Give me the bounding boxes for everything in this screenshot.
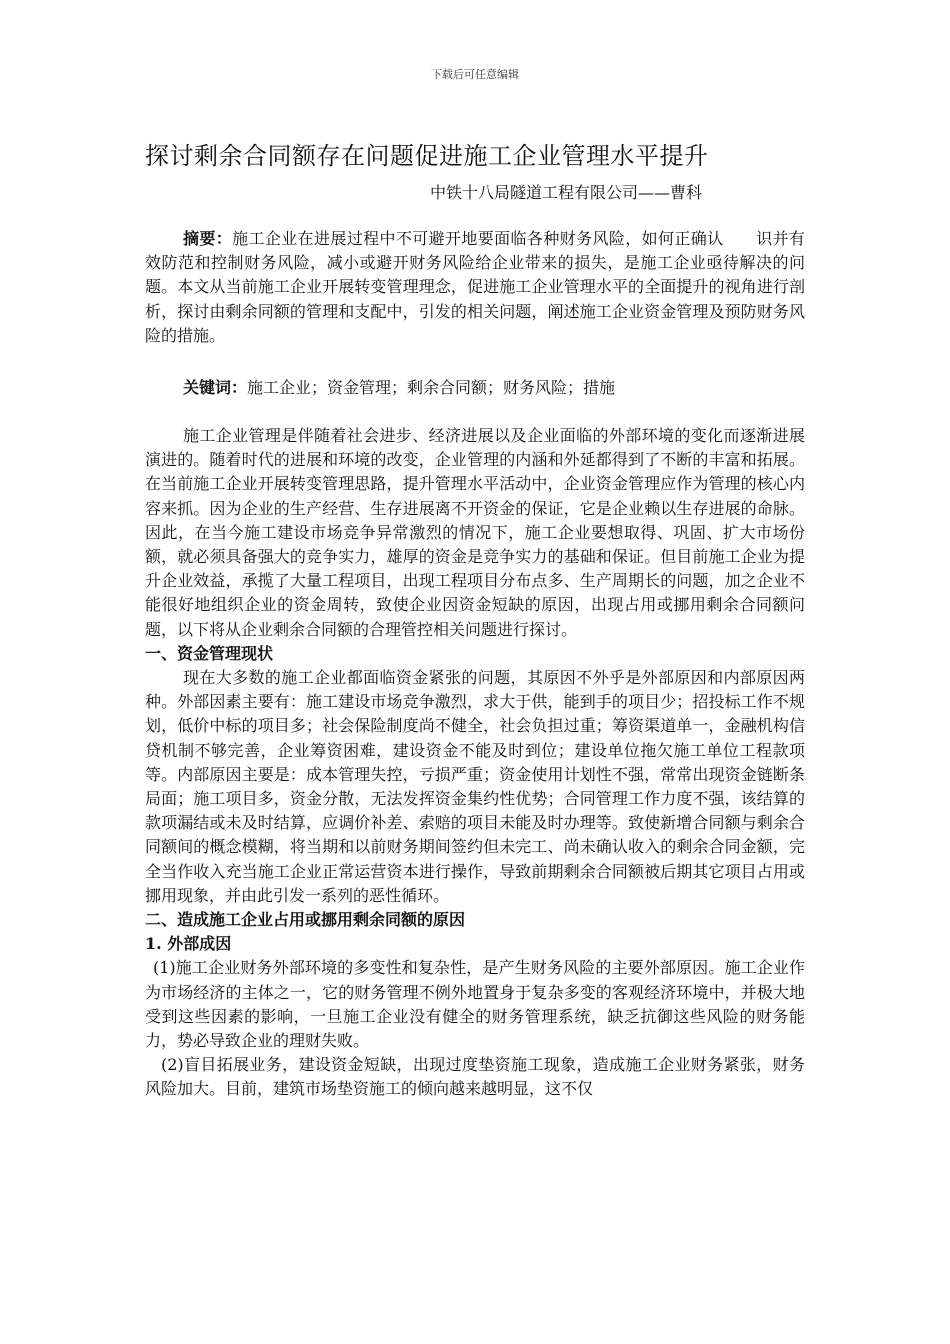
- section2-paragraph-1: (1)施工企业财务外部环境的多变性和复杂性，是产生财务风险的主要外部原因。施工企业作为市场经济的主体之一，它的财务管理不例外地置身于复杂多变的客观经济环境中，并极大地受到这些因素的影响，一旦施工企业没有健全的财务管理系统，缺乏抗御这些风险的财务能力，势必导致企业的理财失败。: [145, 958, 805, 1051]
- abstract-label: 摘要：: [183, 229, 233, 248]
- intro-paragraph: 施工企业管理是伴随着社会进步、经济进展以及企业面临的外部环境的变化而逐渐进展演进的。随着时代的进展和环境的改变，企业管理的内涵和外延都得到了不断的丰富和拓展。在当前施工企业开展转变管理思路，提升管理水平活动中，企业资金管理应作为管理的核心内容来抓。因为企业的生产经营、生存进展离不开资金的保证，它是企业赖以生存进展的命脉。因此，在当今施工建设市场竞争异常激烈的情况下，施工企业要想取得、巩固、扩大市场份额，就必须具备强大的竞争实力，雄厚的资金是竞争实力的基础和保证。但目前施工企业为提升企业效益，承揽了大量工程项目，出现工程项目分布点多、生产周期长的问题，加之企业不能很好地组织企业的资金周转，致使企业因资金短缺的原因，出现占用或挪用剩余合同额问题，以下将从企业剩余合同额的合理管控相关问题进行探讨。: [145, 426, 805, 639]
- keywords-text: 施工企业；资金管理；剩余合同额；财务风险；措施: [247, 378, 616, 397]
- keywords-label: 关键词：: [183, 378, 248, 397]
- document-title: 探讨剩余合同额存在问题促进施工企业管理水平提升: [145, 142, 709, 170]
- author-line: 中铁十八局隧道工程有限公司——曹科: [430, 183, 703, 202]
- section2-paragraph-2: (2)盲目拓展业务，建设资金短缺，出现过度垫资施工现象，造成施工企业财务紧张，财务风险加大。目前，建筑市场垫资施工的倾向越来越明显，这不仅: [145, 1055, 805, 1099]
- section2-heading: 二、造成施工企业占用或挪用剩余同额的原因: [145, 910, 466, 930]
- abstract-paragraph: [145, 227, 805, 348]
- abstract-text: 施工企业在进展过程中不可避开地要面临各种财务风险，如何正确认 识并有效防范和控制财务风险，减小或避开财务风险给企业带来的损失，是施工企业亟待解决的问题。本文从当前施工企业开展转变管理理念，促进施工企业管理水平的全面提升的视角进行剖析，探讨由剩余同额的管理和支配中，引发的相关问题，阐述施工企业资金管理及预防财务风险的措施。: [145, 229, 805, 345]
- abstract-block: [145, 227, 805, 348]
- section1-heading: 一、资金管理现状: [145, 643, 274, 663]
- keywords-paragraph: [145, 376, 805, 400]
- section2-subheading: 1. 外部成因: [145, 934, 232, 954]
- section1-paragraph: 现在大多数的施工企业都面临资金紧张的问题，其原因不外乎是外部原因和内部原因两种。外部因素主要有：施工建设市场竞争激烈，求大于供，能到手的项目少；招投标工作不规划，低价中标的项目多；社会保险制度尚不健全，社会负担过重；筹资渠道单一，金融机构信贷机制不够完善，企业筹资困难，建设资金不能及时到位；建设单位拖欠施工单位工程款项等。内部原因主要是：成本管理失控，亏损严重；资金使用计划性不强，常常出现资金链断条局面；施工项目多，资金分散，无法发挥资金集约性优势；合同管理工作力度不强，该结算的款项漏结或未及时结算，应调价补差、索赔的项目未能及时办理等。致使新增合同额与剩余合同额间的概念模糊，将当期和以前财务期间签约但未完工、尚未确认收入的剩余合同金额，完全当作收入充当施工企业正常运营资本进行操作，导致前期剩余合同额被后期其它项目占用或挪用现象，并由此引发一系列的恶性循环。: [145, 668, 805, 905]
- main-body: [145, 424, 805, 1102]
- keywords-block: [145, 376, 805, 400]
- header-note: 下载后可任意编辑: [431, 68, 519, 81]
